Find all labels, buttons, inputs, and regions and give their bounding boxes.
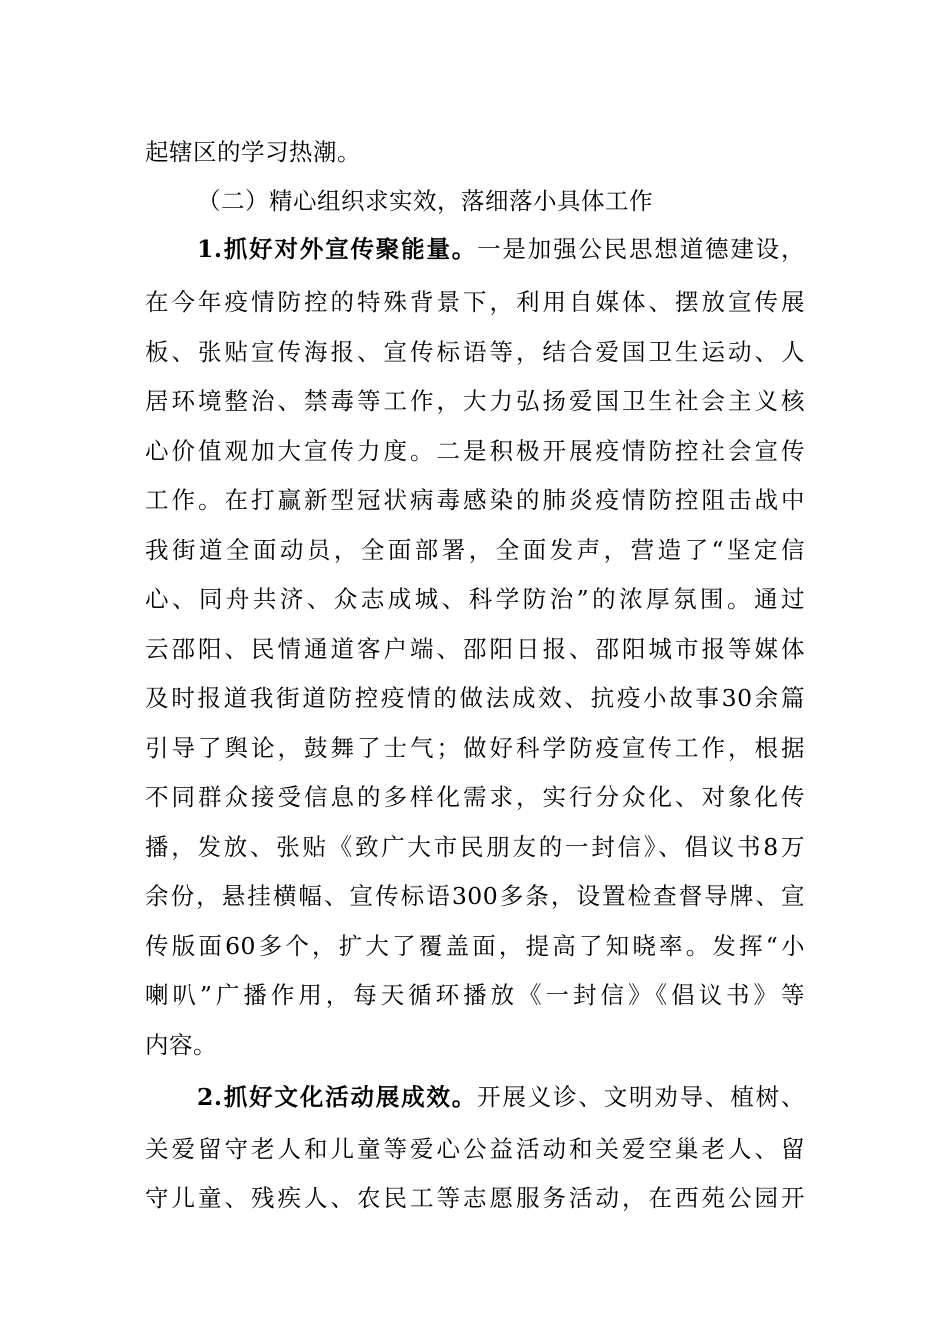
text-line: 播，发放、张贴《致广大市民朋友的一封信》、倡议书8万 [145, 833, 805, 861]
paragraph-1-heading: 1.抓好对外宣传聚能量。 [197, 235, 478, 263]
text-line: 内容。 [145, 1031, 217, 1059]
text-line: 心、同舟共济、众志成城、科学防治”的浓厚氛围。通过 [145, 585, 805, 613]
text-line: 传版面60多个，扩大了覆盖面，提高了知晓率。发挥“小 [145, 932, 805, 960]
paragraph-2-lead: 开展义诊、文明劝导、植树、 [477, 1083, 805, 1111]
paragraph-1-first-line [197, 233, 805, 265]
text-line: 云邵阳、民情通道客户端、邵阳日报、邵阳城市报等媒体 [145, 635, 805, 663]
text-line: 我街道全面动员，全面部署，全面发声，营造了“坚定信 [145, 536, 805, 564]
text-line: 余份，悬挂横幅、宣传标语300多条，设置检查督导牌、宣 [145, 882, 805, 910]
text-line: 关爱留守老人和儿童等爱心公益活动和关爱空巢老人、留 [145, 1135, 805, 1163]
text-line: 引导了舆论，鼓舞了士气；做好科学防疫宣传工作，根据 [145, 734, 805, 762]
text-line: 工作。在打赢新型冠状病毒感染的肺炎疫情防控阻击战中 [145, 486, 805, 514]
text-line: 及时报道我街道防控疫情的做法成效、抗疫小故事30余篇 [145, 684, 805, 712]
text-line: 守儿童、残疾人、农民工等志愿服务活动，在西苑公园开 [145, 1184, 805, 1212]
paragraph-2-first-line [197, 1081, 805, 1113]
text-line: 心价值观加大宣传力度。二是积极开展疫情防控社会宣传 [145, 437, 805, 465]
text-line: 不同群众接受信息的多样化需求，实行分众化、对象化传 [145, 783, 805, 811]
text-line: 板、张贴宣传海报、宣传标语等，结合爱国卫生运动、人 [145, 338, 805, 366]
text-line: 居环境整治、禁毒等工作，大力弘扬爱国卫生社会主义核 [145, 387, 805, 415]
paragraph-1-lead: 一是加强公民思想道德建设， [477, 235, 805, 263]
text-line: 喇叭”广播作用，每天循环播放《一封信》《倡议书》等 [145, 981, 805, 1009]
paragraph-2-heading: 2.抓好文化活动展成效。 [197, 1083, 478, 1111]
text-line: 在今年疫情防控的特殊背景下，利用自媒体、摆放宣传展 [145, 288, 805, 316]
text-line: 起辖区的学习热潮。 [145, 138, 361, 166]
section-heading: （二）精心组织求实效，落细落小具体工作 [197, 187, 653, 215]
